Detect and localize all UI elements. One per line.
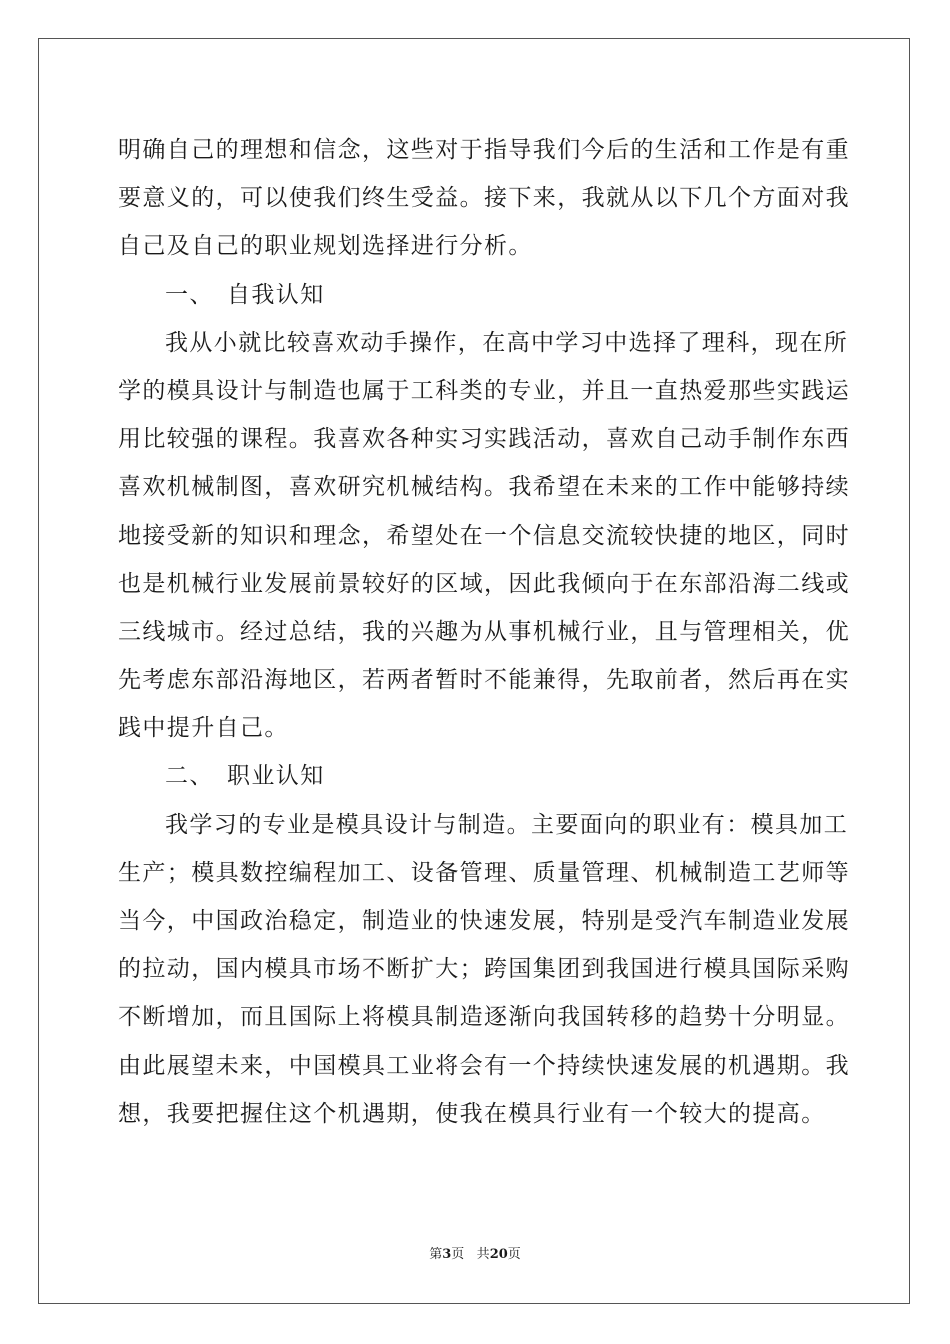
section-number: 一、 (165, 281, 214, 308)
page-prefix: 第 (429, 1247, 443, 1262)
text-line: 学的模具设计与制造也属于工科类的专业，并且一直热爱那些实践运 (118, 377, 850, 404)
section-number: 二、 (165, 763, 214, 790)
text-line: 地接受新的知识和理念，希望处在一个信息交流较快捷的地区，同时 (118, 522, 850, 549)
section-heading-self-awareness (118, 271, 834, 319)
text-line: 生产；模具数控编程加工、设备管理、质量管理、机械制造工艺师等 (118, 859, 850, 886)
text-line: 明确自己的理想和信念，这些对于指导我们今后的生活和工作是有重 (118, 137, 850, 163)
section-title: 职业认知 (227, 763, 325, 790)
text-line: 我从小就比较喜欢动手操作，在高中学习中选择了理科，现在所 (165, 329, 849, 356)
document-body (118, 126, 850, 1138)
text-line: 当今，中国政治稳定，制造业的快速发展，特别是受汽车制造业发展 (118, 908, 850, 934)
text-line: 要意义的，可以使我们终生受益。接下来，我就从以下几个方面对我 (118, 185, 850, 212)
page-number: 3 (442, 1247, 452, 1262)
text-line: 的拉动，国内模具市场不断扩大；跨国集团到我国进行模具国际采购 (118, 956, 850, 983)
paragraph-career-awareness (118, 801, 850, 1138)
text-line: 喜欢机械制图，喜欢研究机械结构。我希望在未来的工作中能够持续 (118, 474, 850, 501)
text-line: 不断增加，而且国际上将模具制造逐渐向我国转移的趋势十分明显。 (118, 1004, 850, 1031)
total-prefix: 共 (476, 1247, 490, 1262)
text-line: 也是机械行业发展前景较好的区域，因此我倾向于在东部沿海二线或 (118, 570, 850, 597)
text-line: 先考虑东部沿海地区，若两者暂时不能兼得，先取前者，然后再在实 (118, 667, 850, 694)
total-pages: 20 (489, 1247, 508, 1262)
text-line: 我学习的专业是模具设计与制造。主要面向的职业有：模具加工 (165, 811, 849, 838)
page-footer (0, 1246, 950, 1264)
text-line: 三线城市。经过总结，我的兴趣为从事机械行业，且与管理相关，优 (118, 618, 850, 645)
text-line: 由此展望未来，中国模具工业将会有一个持续快速发展的机遇期。我 (118, 1052, 850, 1079)
text-line: 想，我要把握住这个机遇期，使我在模具行业有一个较大的提高。 (118, 1100, 826, 1127)
paragraph-intro (118, 126, 850, 271)
total-suffix: 页 (507, 1247, 521, 1262)
section-heading-career-awareness (118, 752, 834, 800)
page-suffix: 页 (451, 1247, 465, 1262)
section-title: 自我认知 (227, 281, 325, 308)
text-line: 践中提升自己。 (118, 715, 289, 742)
text-line: 用比较强的课程。我喜欢各种实习实践活动，喜欢自己动手制作东西 (118, 426, 850, 453)
text-line: 自己及自己的职业规划选择进行分析。 (118, 233, 533, 260)
paragraph-self-awareness (118, 319, 850, 753)
